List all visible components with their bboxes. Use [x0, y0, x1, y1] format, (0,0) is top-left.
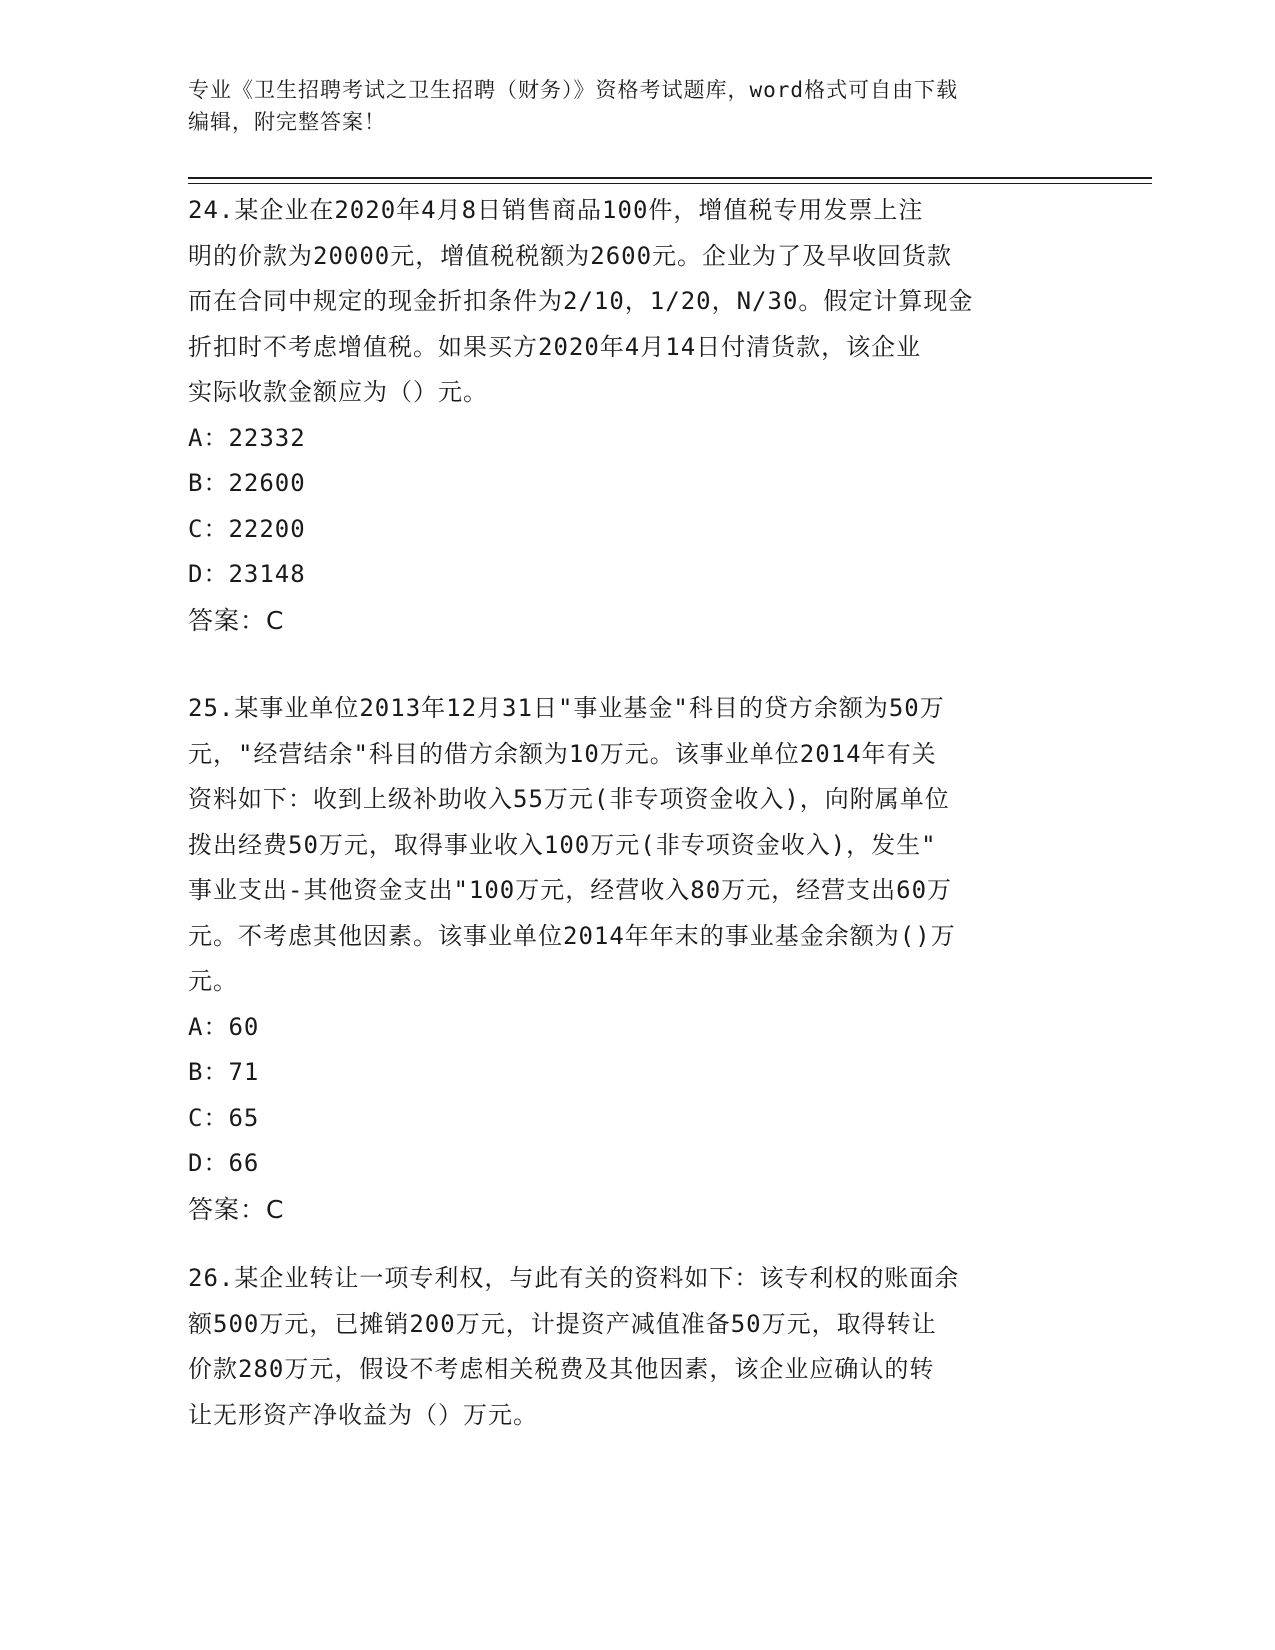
stem-line: 明的价款为20000元，增值税税额为2600元。企业为了及早收回货款	[188, 241, 953, 270]
stem-line: 元。	[188, 967, 238, 995]
option-d: D：66	[188, 1149, 260, 1177]
option-b: B：71	[188, 1058, 260, 1086]
header-rule-thick	[188, 177, 1152, 179]
header-rule-thin	[188, 183, 1152, 184]
header-line: 专业《卫生招聘考试之卫生招聘（财务）》资格考试题库，word格式可自由下载	[188, 78, 959, 102]
stem-line: 元，"经营结余"科目的借方余额为10万元。该事业单位2014年有关	[188, 739, 937, 768]
option-a: A：60	[188, 1012, 260, 1041]
question-stem	[188, 188, 1088, 416]
stem-line: 价款280万元，假设不考虑相关税费及其他因素，该企业应确认的转	[188, 1355, 935, 1383]
stem-line: 折扣时不考虑增值税。如果买方2020年4月14日付清货款，该企业	[188, 332, 922, 361]
stem-line: 让无形资产净收益为（）万元。	[188, 1400, 538, 1429]
stem-line: 元。不考虑其他因素。该事业单位2014年年末的事业基金余额为()万	[188, 921, 956, 950]
option-list	[188, 1005, 1088, 1187]
stem-line: 实际收款金额应为（）元。	[188, 378, 488, 406]
stem-line: 25.某事业单位2013年12月31日"事业基金"科目的贷方余额为50万	[188, 694, 945, 722]
stem-line: 24.某企业在2020年4月8日销售商品100件，增值税专用发票上注	[188, 196, 924, 224]
option-c: C：65	[188, 1103, 260, 1132]
question-stem	[188, 686, 1088, 1005]
option-b: B：22600	[188, 469, 306, 497]
stem-line: 而在合同中规定的现金折扣条件为2/10，1/20，N/30。假定计算现金	[188, 287, 974, 315]
option-a: A：22332	[188, 423, 306, 452]
option-c: C：22200	[188, 514, 306, 543]
question-25	[188, 686, 1088, 1232]
stem-line: 26.某企业转让一项专利权，与此有关的资料如下：该专利权的账面余	[188, 1264, 960, 1292]
header-line: 编辑，附完整答案！	[188, 110, 386, 134]
option-d: D：23148	[188, 560, 306, 588]
question-26	[188, 1256, 1088, 1438]
answer-line: 答案：C	[188, 1194, 285, 1224]
option-list	[188, 416, 1088, 598]
answer-line: 答案：C	[188, 605, 285, 635]
stem-line: 额500万元，已摊销200万元，计提资产减值准备50万元，取得转让	[188, 1309, 937, 1338]
stem-line: 拨出经费50万元，取得事业收入100万元(非专项资金收入)，发生"	[188, 830, 937, 859]
stem-line: 资料如下：收到上级补助收入55万元(非专项资金收入)，向附属单位	[188, 785, 950, 813]
stem-line: 事业支出-其他资金支出"100万元，经营收入80万元，经营支出60万	[188, 876, 953, 904]
question-24	[188, 188, 1088, 643]
question-stem	[188, 1256, 1088, 1438]
page-header	[188, 74, 1068, 138]
